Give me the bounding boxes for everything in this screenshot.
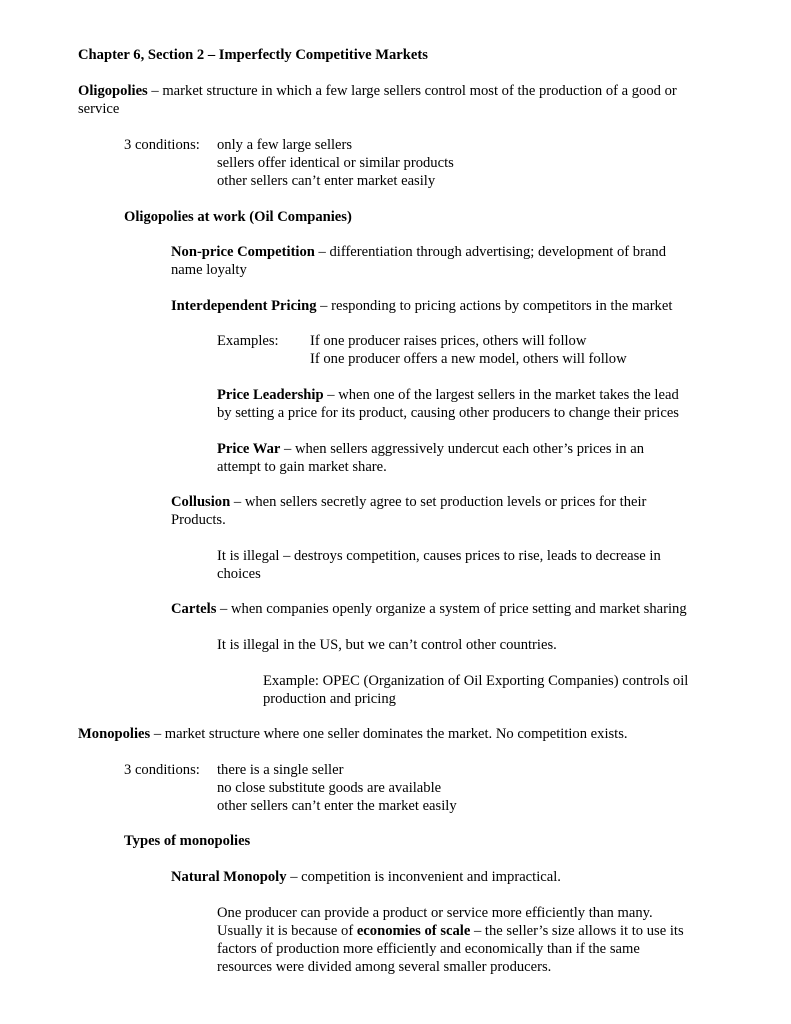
cartels-term: Cartels [171, 601, 217, 617]
price-leadership [217, 386, 679, 404]
cartels [171, 600, 687, 618]
oligopolies-condition-2: sellers offer identical or similar products [217, 155, 454, 171]
collusion [171, 493, 646, 511]
nonprice-term: Non-price Competition [171, 244, 315, 260]
natural-monopoly-def: – competition is inconvenient and impractical. [286, 869, 561, 885]
natural-line-2-post: – the seller’s size allows it to use its [470, 923, 684, 939]
opec-example-line-2: production and pricing [263, 691, 396, 707]
price-leadership-def-line-1: – when one of the largest sellers in the market takes the lead [323, 387, 679, 403]
collusion-def-line-2: Products. [171, 512, 226, 528]
price-war [217, 440, 644, 458]
interdependent-def: – responding to pricing actions by competitors in the market [316, 298, 673, 314]
page-title: Chapter 6, Section 2 – Imperfectly Competitive Markets [78, 47, 428, 63]
interdependent-pricing [171, 297, 672, 315]
example-2: If one producer offers a new model, others will follow [310, 351, 627, 367]
cartels-note: It is illegal in the US, but we can’t control other countries. [217, 637, 557, 653]
cartels-def: – when companies openly organize a system of price setting and market sharing [216, 601, 687, 617]
collusion-def-line-1: – when sellers secretly agree to set production levels or prices for their [230, 494, 647, 510]
collusion-term: Collusion [171, 494, 231, 510]
opec-example-line-1: Example: OPEC (Organization of Oil Exporting Companies) controls oil [263, 673, 689, 689]
price-war-def-line-2: attempt to gain market share. [217, 459, 387, 475]
oligopolies-condition-3: other sellers can’t enter market easily [217, 173, 436, 189]
monopolies-conditions-label: 3 conditions: [124, 762, 200, 778]
natural-monopoly-line-2 [217, 922, 684, 940]
natural-monopoly-line-4: resources were divided among several smaller producers. [217, 959, 552, 975]
oligopolies-condition-1: only a few large sellers [217, 137, 353, 153]
nonprice-def-line-1: – differentiation through advertising; development of brand [314, 244, 667, 260]
monopolies-condition-3: other sellers can’t enter the market easily [217, 798, 457, 814]
monopolies-definition [78, 725, 628, 743]
economies-of-scale-term: economies of scale [356, 923, 471, 939]
monopolies-condition-2: no close substitute goods are available [217, 780, 442, 796]
natural-monopoly [171, 868, 561, 886]
natural-monopoly-line-3: factors of production more efficiently and economically than if the same [217, 941, 640, 957]
price-war-term: Price War [217, 441, 281, 457]
types-of-monopolies-heading: Types of monopolies [124, 833, 251, 849]
examples-label: Examples: [217, 333, 279, 349]
collusion-note-line-1: It is illegal – destroys competition, causes prices to rise, leads to decrease in [217, 548, 661, 564]
interdependent-term: Interdependent Pricing [171, 298, 317, 314]
price-war-def-line-1: – when sellers aggressively undercut each other’s prices in an [280, 441, 644, 457]
oligopolies-term: Oligopolies [78, 83, 148, 99]
collusion-note-line-2: choices [217, 566, 261, 582]
nonprice-def-line-2: name loyalty [171, 262, 247, 278]
example-1: If one producer raises prices, others will follow [310, 333, 587, 349]
monopolies-def: – market structure where one seller dominates the market. No competition exists. [150, 726, 628, 742]
natural-monopoly-term: Natural Monopoly [171, 869, 287, 885]
price-leadership-term: Price Leadership [217, 387, 324, 403]
nonprice-competition [171, 243, 666, 261]
natural-monopoly-line-1: One producer can provide a product or service more efficiently than many. [217, 905, 653, 921]
oligopolies-at-work-heading: Oligopolies at work (Oil Companies) [124, 209, 352, 225]
natural-line-2-pre: Usually it is because of [217, 923, 357, 939]
price-leadership-def-line-2: by setting a price for its product, causing other producers to change their prices [217, 405, 679, 421]
oligopolies-def-line-1: – market structure in which a few large sellers control most of the production of a good or [147, 83, 677, 99]
oligopolies-conditions-label: 3 conditions: [124, 137, 200, 153]
monopolies-term: Monopolies [78, 726, 151, 742]
oligopolies-definition [78, 82, 677, 100]
oligopolies-def-line-2: service [78, 101, 120, 117]
monopolies-condition-1: there is a single seller [217, 762, 344, 778]
